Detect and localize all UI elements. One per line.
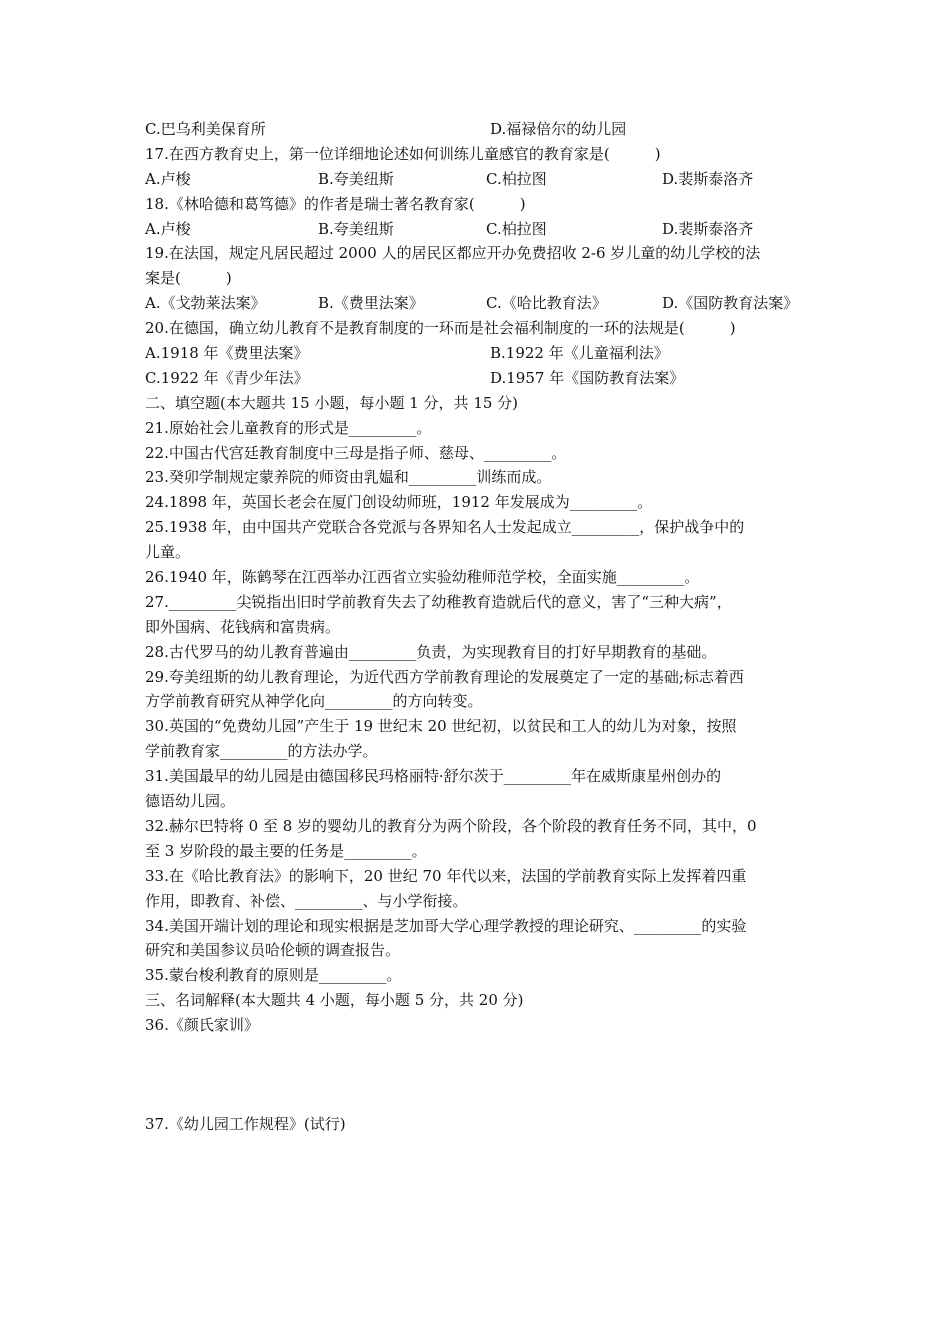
fill-line: 至 3 岁阶段的最主要的任务是_________。	[145, 841, 427, 860]
fill-line: 33.在《哈比教育法》的影响下，20 世纪 70 年代以来，法国的学前教育实际上发挥着四重	[145, 866, 747, 885]
fill-line: 31.美国最早的幼儿园是由德国移民玛格丽特·舒尔茨于_________年在威斯康星州创办的	[145, 767, 722, 786]
q18-option-b: B.夸美纽斯	[318, 219, 394, 238]
q19-option-d: D.《国防教育法案》	[662, 294, 799, 313]
q20-option-c: C.1922 年《青少年法》	[145, 368, 309, 387]
q17-stem: 17.在西方教育史上，第一位详细地论述如何训练儿童感官的教育家是( )	[145, 144, 661, 163]
answer-space	[145, 1038, 813, 1112]
q19-option-c: C.《哈比教育法》	[486, 294, 607, 313]
q19-stem-line2: 案是( )	[145, 269, 232, 288]
fill-line: 35.蒙台梭利教育的原则是_________。	[145, 966, 402, 985]
q37-term: 37.《幼儿园工作规程》(试行)	[145, 1114, 346, 1133]
fill-line: 21.原始社会儿童教育的形式是_________。	[145, 418, 432, 437]
fill-line: 22.中国古代宫廷教育制度中三母是指子师、慈母、_________。	[145, 443, 567, 462]
fill-line: 作用，即教育、补偿、_________、与小学衔接。	[145, 891, 468, 910]
q20-option-a: A.1918 年《费里法案》	[145, 344, 309, 363]
fill-line: 25.1938 年，由中国共产党联合各党派与各界知名人士发起成立_________，保护战争中的	[145, 518, 745, 537]
q20-option-d: D.1957 年《国防教育法案》	[490, 368, 685, 387]
fill-line: 研究和美国参议员哈伦顿的调查报告。	[145, 941, 401, 960]
q20-option-b: B.1922 年《儿童福利法》	[490, 344, 669, 363]
fill-line: 32.赫尔巴特将 0 至 8 岁的婴幼儿的教育分为两个阶段，各个阶段的教育任务不同，其中，0	[145, 816, 757, 835]
fill-line: 儿童。	[145, 543, 191, 562]
fill-in-questions	[145, 416, 813, 988]
section-3-heading: 三、名词解释(本大题共 4 小题，每小题 5 分，共 20 分)	[145, 991, 524, 1010]
q19-stem-line1: 19.在法国，规定凡居民超过 2000 人的居民区都应开办免费招收 2-6 岁儿童的幼儿学校的法	[145, 244, 761, 263]
q19-option-b: B.《费里法案》	[318, 294, 424, 313]
q20-options-row-2	[145, 366, 813, 391]
fill-line: 29.夸美纽斯的幼儿教育理论，为近代西方学前教育理论的发展奠定了一定的基础;标志着西	[145, 667, 744, 686]
fill-line: 28.古代罗马的幼儿教育普遍由_________负责，为实现教育目的打好早期教育的基础。	[145, 642, 717, 661]
exam-page	[145, 117, 813, 1137]
fill-line: 27._________尖锐指出旧时学前教育失去了幼稚教育造就后代的意义，害了“三种大病”，	[145, 592, 732, 611]
q18-option-c: C.柏拉图	[486, 219, 547, 238]
q16-option-d: D.福禄倍尔的幼儿园	[490, 120, 627, 138]
q18-options-row	[145, 217, 813, 242]
fill-line: 德语幼儿园。	[145, 792, 236, 811]
fill-line: 即外国病、花钱病和富贵病。	[145, 617, 341, 636]
q16-option-c: C.巴乌利美保育所	[145, 120, 266, 138]
q19-options-row	[145, 291, 813, 316]
q20-stem: 20.在德国，确立幼儿教育不是教育制度的一环而是社会福利制度的一环的法规是( )	[145, 319, 736, 338]
q17-option-b: B.夸美纽斯	[318, 169, 394, 188]
q18-option-a: A.卢梭	[145, 219, 191, 238]
q18-stem: 18.《林哈德和葛笃德》的作者是瑞士著名教育家( )	[145, 194, 526, 213]
fill-line: 30.英国的“免费幼儿园”产生于 19 世纪末 20 世纪初，以贫民和工人的幼儿为对象，按照	[145, 717, 737, 736]
q17-option-d: D.裴斯泰洛齐	[662, 169, 754, 188]
q20-options-row-1	[145, 341, 813, 366]
q17-options-row	[145, 167, 813, 192]
q36-term: 36.《颜氏家训》	[145, 1016, 259, 1035]
fill-line: 23.癸卯学制规定蒙养院的师资由乳媪和_________训练而成。	[145, 468, 552, 487]
fill-line: 方学前教育研究从神学化向_________的方向转变。	[145, 692, 483, 711]
q18-option-d: D.裴斯泰洛齐	[662, 219, 754, 238]
section-2-heading: 二、填空题(本大题共 15 小题，每小题 1 分，共 15 分)	[145, 393, 519, 412]
q17-option-a: A.卢梭	[145, 169, 191, 188]
q19-option-a: A.《戈勃莱法案》	[145, 294, 266, 313]
fill-line: 24.1898 年，英国长老会在厦门创设幼师班，1912 年发展成为_________。	[145, 493, 653, 512]
fill-line: 学前教育家_________的方法办学。	[145, 742, 378, 761]
q17-option-c: C.柏拉图	[486, 169, 547, 188]
q16-options-row	[145, 117, 813, 142]
fill-line: 26.1940 年，陈鹤琴在江西举办江西省立实验幼稚师范学校，全面实施_________。	[145, 568, 700, 587]
fill-line: 34.美国开端计划的理论和现实根据是芝加哥大学心理学教授的理论研究、_________的实验	[145, 916, 747, 935]
